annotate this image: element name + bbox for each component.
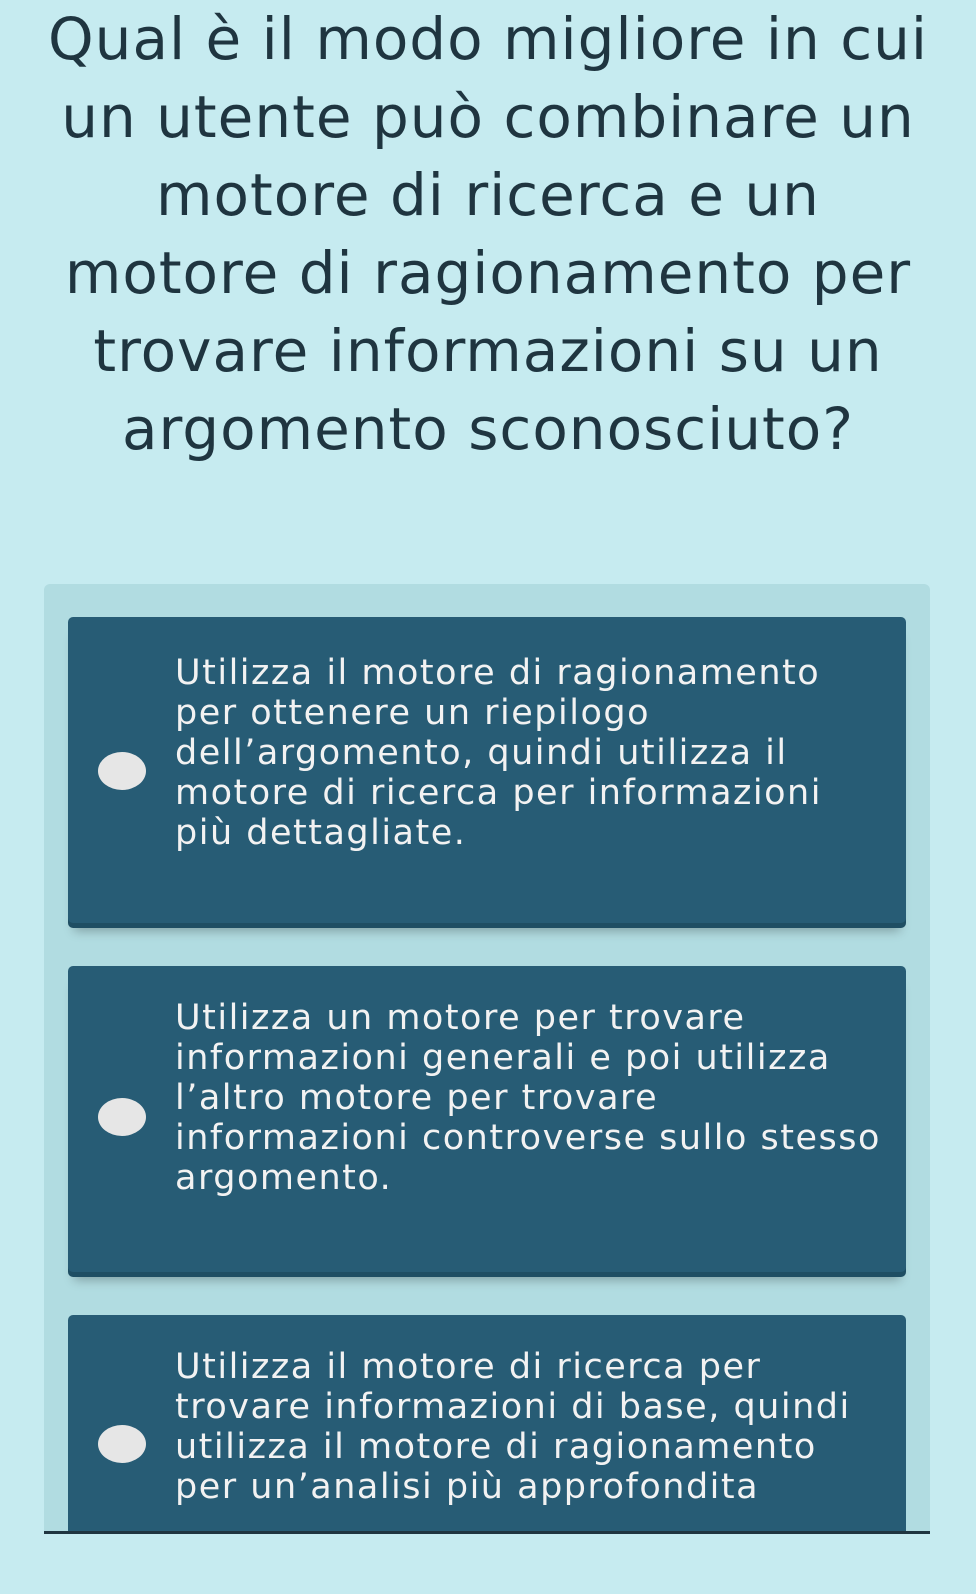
answer-option-3[interactable] — [68, 1315, 906, 1531]
answer-option-2[interactable] — [68, 966, 906, 1272]
panel-divider — [44, 1531, 930, 1534]
question-title: Qual è il modo migliore in cui un utente può combinare un motore di ricerca e un motore di ragionamento per trovare informazioni su un argomento sconosciuto? — [48, 5, 928, 463]
radio-unchecked-icon[interactable] — [98, 1425, 146, 1463]
radio-unchecked-icon[interactable] — [98, 1098, 146, 1136]
answer-option-label: Utilizza il motore di ricerca per trovare informazioni di base, quindi utilizza il motore di ragionamento per un’analisi più approfondita — [175, 1347, 851, 1507]
answer-options-panel — [44, 584, 930, 1531]
answer-option-label: Utilizza il motore di ragionamento per ottenere un riepilogo dell’argomento, quindi utilizza il motore di ricerca per informazioni più dettagliate. — [175, 653, 822, 853]
radio-unchecked-icon[interactable] — [98, 752, 146, 790]
answer-option-1[interactable] — [68, 617, 906, 923]
answer-option-label: Utilizza un motore per trovare informazioni generali e poi utilizza l’altro motore per trovare informazioni controverse sullo stesso argomento. — [175, 998, 881, 1198]
